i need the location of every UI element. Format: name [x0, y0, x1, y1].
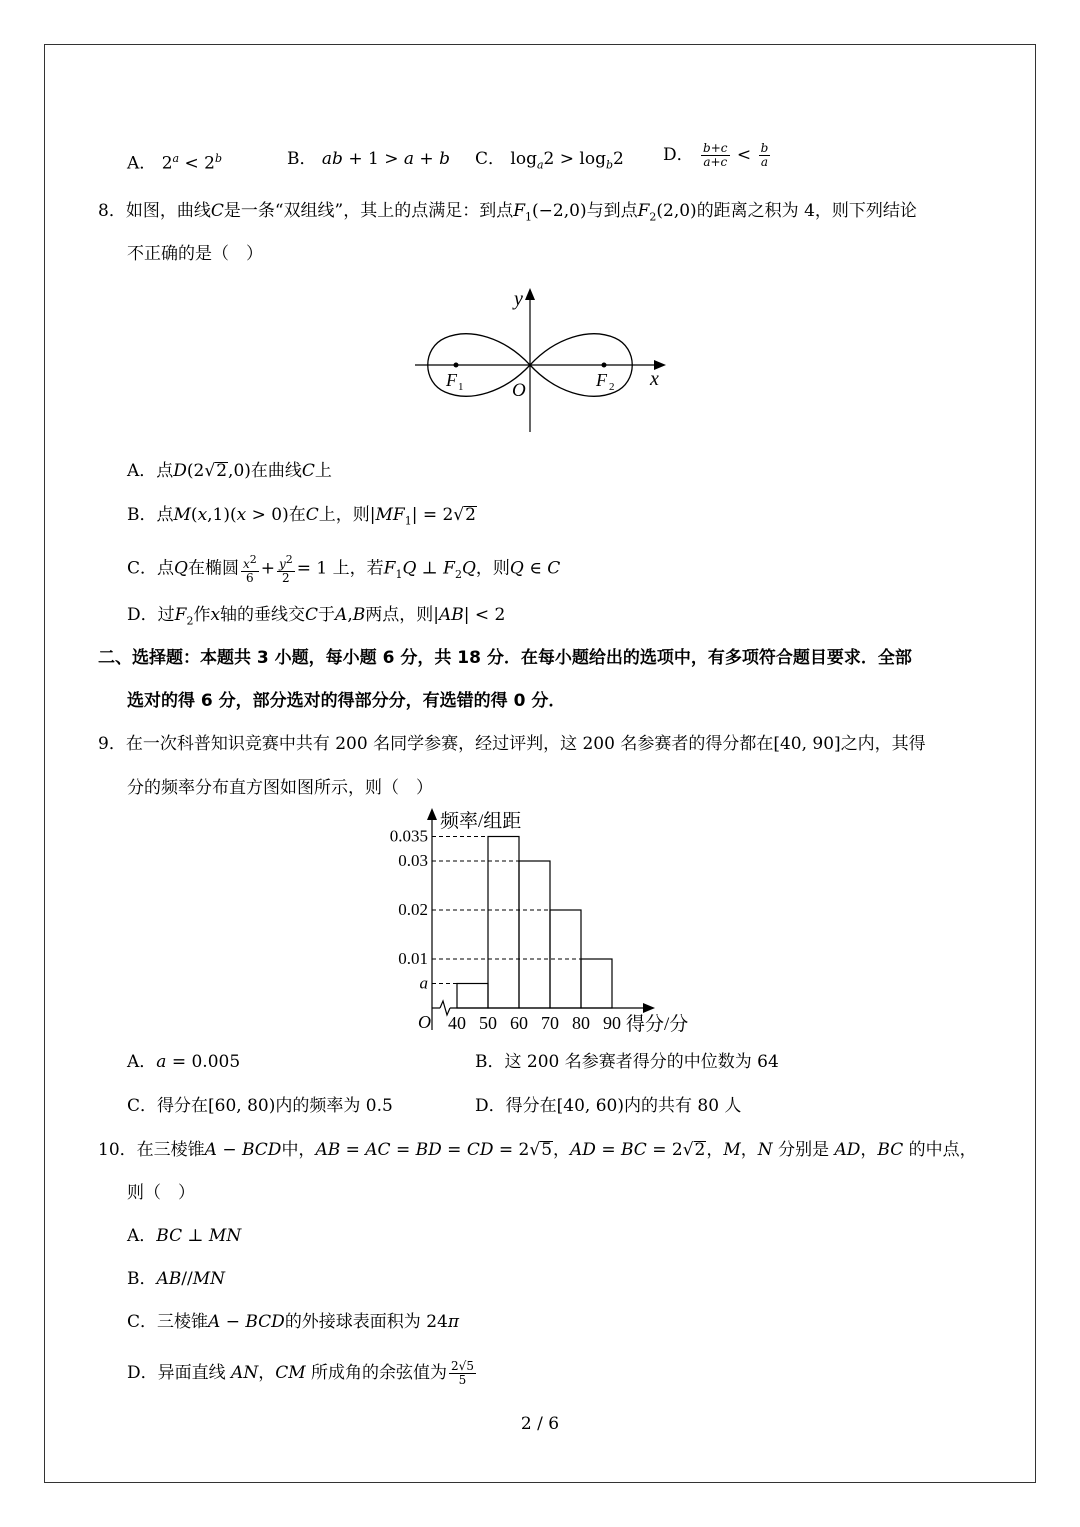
q9-stem-line2: 分的频率分布直方图如图所示，则（ ） [127, 778, 433, 798]
q8-option-b: B．点M(x,1)(x > 0)在C上，则$|MF_1| = 2√2$ [127, 505, 476, 528]
q8-option-a: A．点D(2√2,0)在曲线C上 [127, 461, 332, 481]
histogram-x-axis-title: 得分/分 [626, 1014, 689, 1035]
q8-option-c: C．点Q在椭圆 $\frac{x^2}{6}$ + $\frac{y^2}{2}$ = 1 上，若$F_1Q$ ⊥ $F_2Q$，则Q ∈ C [127, 553, 561, 585]
q10-option-a: A．BC ⊥ MN [127, 1226, 242, 1246]
q10-stem-line2: 则（ ） [127, 1183, 195, 1203]
histogram-x-tick-label: 40 [448, 1013, 466, 1033]
histogram-bar-40-50 [457, 984, 488, 1009]
histogram-x-tick-label: 60 [510, 1013, 528, 1033]
histogram-bar-50-60 [488, 837, 519, 1009]
q7-option-b: B． ab + 1 > a + b [287, 149, 450, 169]
histogram-x-tick-label: 70 [541, 1013, 559, 1033]
q9-option-c: C．得分在[60, 80)内的频率为 0.5 [127, 1096, 393, 1116]
histogram-y-tick-label: 0.01 [398, 949, 428, 968]
q10-stem-line1: 10．在三棱锥A − BCD中，AB = AC = BD = CD = 2√5，AD = BC = 2√2，M，N 分别是 AD，BC 的中点， [98, 1140, 977, 1160]
y-axis-label: y [514, 288, 523, 310]
x-axis-label: x [650, 368, 659, 390]
q8-stem-line2: 不正确的是（ ） [127, 244, 263, 264]
q7-option-d: D． $\frac{b+c}{a+c}$ < $\frac{b}{a}$ [663, 141, 769, 169]
focus-f2 [602, 363, 607, 368]
focus-f1 [454, 363, 459, 368]
q9-option-d: D．得分在[40, 60)内的共有 80 人 [475, 1096, 742, 1116]
histogram-bar-60-70 [519, 861, 550, 1008]
histogram-x-tick-label: 80 [572, 1013, 590, 1033]
page-number: 2 / 6 [520, 1414, 560, 1434]
q9-stem-line1: 9．在一次科普知识竞赛中共有 200 名同学参赛，经过评判，这 200 名参赛者的得分都在[40, 90]之内，其得 [98, 734, 926, 754]
histogram-x-tick-label: 90 [603, 1013, 621, 1033]
f1-label: F [446, 370, 457, 390]
histogram-y-tick-label: a [419, 973, 428, 993]
section2-heading-line2: 选对的得 6 分，部分选对的得部分分，有选错的得 0 分． [127, 691, 566, 711]
histogram-x-tick-label: 50 [479, 1013, 497, 1033]
histogram-y-tick-label: 0.03 [398, 851, 428, 870]
q7-option-a: A． $2^a < 2^b$ [127, 152, 223, 174]
histogram-origin-label: O [418, 1012, 431, 1032]
lemniscate-figure [410, 280, 680, 440]
f2-subscript: 2 [609, 381, 615, 393]
histogram-chart [380, 805, 710, 1040]
histogram-bar-80-90 [581, 959, 612, 1008]
q10-option-b: B．AB//MN [127, 1269, 226, 1289]
section2-heading-line1: 二、选择题：本题共 3 小题，每小题 6 分，共 18 分．在每小题给出的选项中，有多项符合题目要求．全部 [98, 648, 912, 668]
origin-label: O [512, 380, 526, 401]
q9-option-b: B．这 200 名参赛者得分的中位数为 64 [475, 1052, 779, 1072]
histogram-y-axis-title: 频率/组距 [440, 811, 522, 832]
histogram-y-tick-label: 0.035 [389, 826, 428, 846]
q7-option-c: C． $\log_a2 > \log_b2$ [475, 149, 624, 172]
q8-stem-line1: 8．如图，曲线C是一条“双组线”，其上的点满足：到点$F_1(-2,0)$与到点$F_2(2,0)$的距离之积为 4，则下列结论 [98, 201, 917, 224]
f1-subscript: 1 [458, 381, 464, 393]
histogram-y-tick-label: 0.02 [398, 900, 428, 919]
q10-option-d: D．异面直线 AN，CM 所成角的余弦值为 $\frac{2√5}{5}$ [127, 1359, 474, 1387]
f2-label: F [596, 370, 607, 390]
q9-option-a: A．a = 0.005 [127, 1052, 241, 1072]
q10-option-c: C．三棱锥A − BCD的外接球表面积为 24π [127, 1312, 460, 1332]
q8-option-d: D．过$F_2$作x轴的垂线交C于A,B两点，则|AB| < 2 [127, 605, 506, 628]
